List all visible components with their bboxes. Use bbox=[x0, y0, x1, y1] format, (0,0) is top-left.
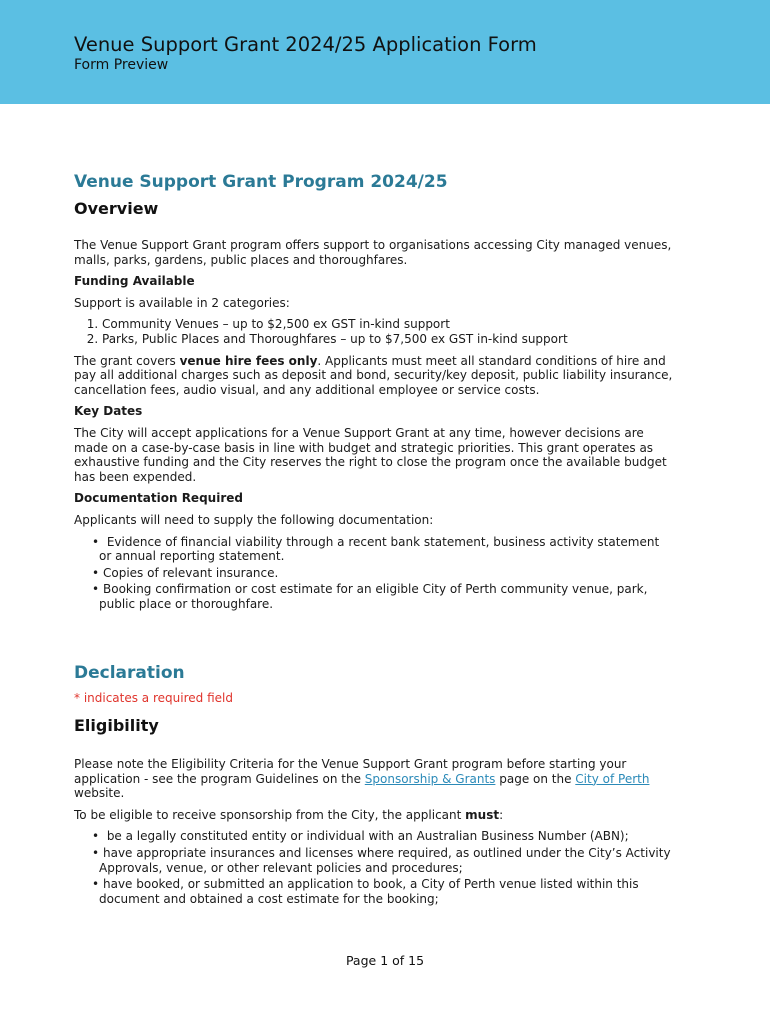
must-suffix: : bbox=[499, 807, 504, 822]
list-item bbox=[92, 582, 674, 611]
required-note: * indicates a required field bbox=[74, 691, 233, 706]
city-of-perth-link[interactable]: City of Perth bbox=[575, 771, 650, 786]
covers-paragraph bbox=[74, 354, 674, 398]
sponsorship-grants-link[interactable]: Sponsorship & Grants bbox=[364, 771, 496, 786]
program-title: Venue Support Grant Program 2024/25 bbox=[74, 172, 448, 192]
bullet-icon: • bbox=[92, 534, 100, 549]
overview-heading: Overview bbox=[74, 199, 159, 218]
list-item-text: be a legally constituted entity or individual with an Australian Business Number (ABN); bbox=[103, 829, 629, 844]
must-prefix: To be eligible to receive sponsorship from the City, the applicant bbox=[74, 807, 466, 822]
bullet-icon: • bbox=[92, 565, 100, 580]
covers-suffix: . Applicants must meet all standard conditions of hire and pay all additional charges such as deposit and bond, security/key deposit, public liability insurance, cancellation fees, audio visual, and any additional employee or service costs. bbox=[74, 353, 673, 397]
form-content bbox=[74, 170, 674, 913]
list-item-text: Booking confirmation or cost estimate for an eligible City of Perth community venue, park, public place or thoroughfare. bbox=[99, 582, 648, 611]
list-item-text: Copies of relevant insurance. bbox=[103, 565, 279, 580]
eligibility-text bbox=[74, 757, 674, 801]
funding-heading: Funding Available bbox=[74, 274, 195, 289]
covers-prefix: The grant covers bbox=[74, 353, 180, 368]
list-item: 2. Parks, Public Places and Thoroughfares – up to $7,500 ex GST in-kind support bbox=[102, 332, 674, 347]
form-header bbox=[0, 0, 770, 104]
list-item: 1. Community Venues – up to $2,500 ex GST in-kind support bbox=[102, 317, 674, 332]
list-item-text: Evidence of financial viability through a recent bank statement, business activity statement or annual reporting statement. bbox=[99, 534, 660, 564]
docs-list bbox=[74, 535, 674, 612]
declaration-title: Declaration bbox=[74, 663, 185, 684]
docs-heading: Documentation Required bbox=[74, 491, 243, 506]
must-paragraph bbox=[74, 808, 674, 823]
criteria-list bbox=[74, 829, 674, 906]
bullet-icon: • bbox=[92, 829, 100, 844]
bullet-icon: • bbox=[92, 582, 100, 597]
list-item-text: have booked, or submitted an application to book, a City of Perth venue listed within this document and obtained a cost estimate for the booking; bbox=[99, 877, 639, 906]
form-subtitle: Form Preview bbox=[74, 57, 169, 73]
list-item bbox=[92, 877, 674, 906]
eligibility-text-part: page on the bbox=[495, 771, 576, 786]
covers-bold: venue hire fees only bbox=[179, 353, 318, 368]
list-item bbox=[92, 535, 674, 564]
list-item bbox=[92, 846, 674, 875]
bullet-icon: • bbox=[92, 877, 100, 892]
key-dates-heading: Key Dates bbox=[74, 404, 143, 419]
must-bold: must bbox=[465, 807, 500, 822]
list-item bbox=[92, 829, 674, 844]
eligibility-text-part: Please note the Eligibility Criteria for the Venue Support Grant program before starting your application - see the program Guidelines on the bbox=[74, 757, 627, 786]
eligibility-heading: Eligibility bbox=[74, 716, 159, 736]
page-number: Page 1 of 15 bbox=[345, 953, 425, 968]
funding-intro: Support is available in 2 categories: bbox=[74, 295, 290, 310]
overview-text: The Venue Support Grant program offers support to organisations accessing City managed venues, malls, parks, gardens, public places and thoroughfares. bbox=[74, 238, 672, 267]
category-list bbox=[74, 317, 674, 346]
list-item bbox=[92, 566, 674, 581]
key-dates-text: The City will accept applications for a Venue Support Grant at any time, however decisions are made on a case-by-case basis in line with budget and strategic priorities. This grant operates as exhaustive funding and the City reserves the right to close the program once the available budget has been expended. bbox=[74, 425, 667, 484]
list-item-text: have appropriate insurances and licenses where required, as outlined under the City’s Activity Approvals, venue, or other relevant policies and procedures; bbox=[99, 846, 671, 875]
bullet-icon: • bbox=[92, 846, 100, 861]
docs-intro: Applicants will need to supply the following documentation: bbox=[74, 512, 434, 527]
eligibility-text-part: website. bbox=[74, 786, 125, 801]
form-title: Venue Support Grant 2024/25 Application Form bbox=[74, 33, 537, 56]
